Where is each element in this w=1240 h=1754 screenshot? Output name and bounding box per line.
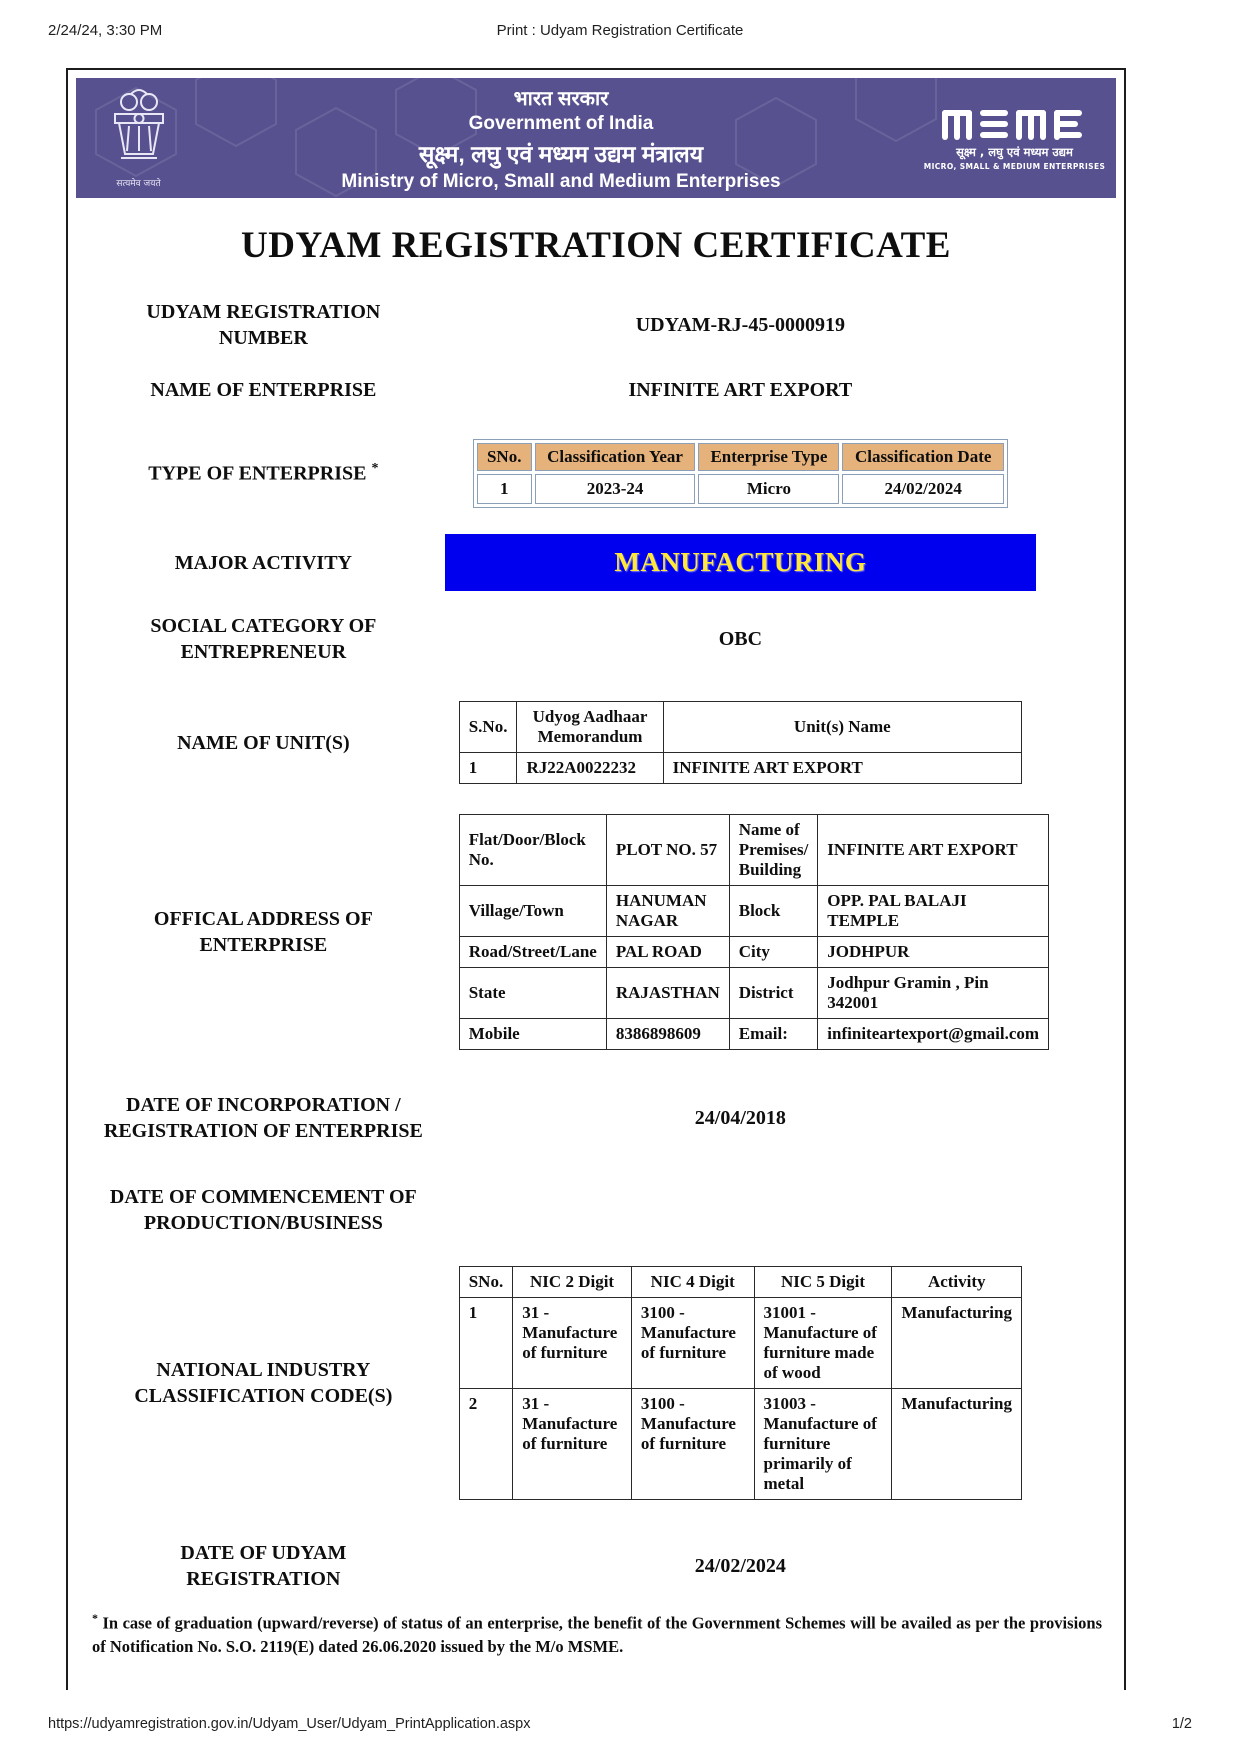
address-row-road: Road/Street/Lane PAL ROAD City JODHPUR bbox=[459, 937, 1048, 968]
govt-of-india-hindi: भारत सरकार bbox=[513, 87, 609, 110]
commencement-date-label: DATE OF COMMENCEMENT OF PRODUCTION/BUSINESS bbox=[109, 1186, 417, 1234]
incorporation-date-value: 24/04/2018 bbox=[694, 1106, 786, 1129]
nic-codes-row bbox=[68, 1266, 1124, 1500]
ashoka-emblem-icon bbox=[107, 88, 171, 174]
units-col-sno: S.No. bbox=[459, 702, 517, 753]
nic-codes-label: NATIONAL INDUSTRY CLASSIFICATION CODE(S) bbox=[134, 1359, 393, 1407]
official-address-label: OFFICAL ADDRESS OF ENTERPRISE bbox=[153, 908, 373, 956]
msme-tagline-english: MICRO, SMALL & MEDIUM ENTERPRISES bbox=[923, 161, 1106, 171]
major-activity-value: MANUFACTURING bbox=[614, 547, 867, 577]
commencement-date-row bbox=[68, 1184, 1124, 1236]
units-cell-name: INFINITE ART EXPORT bbox=[663, 753, 1021, 784]
address-row-mobile: Mobile 8386898609 Email: infiniteartexport@gmail.com bbox=[459, 1019, 1048, 1050]
incorporation-date-row bbox=[68, 1092, 1124, 1144]
type-of-enterprise-table-wrap bbox=[459, 439, 1124, 508]
major-activity-label: MAJOR ACTIVITY bbox=[174, 551, 352, 574]
certificate-sheet bbox=[66, 68, 1126, 1690]
print-header-spacer bbox=[906, 22, 1192, 39]
official-address-table bbox=[459, 814, 1049, 1050]
major-activity-banner bbox=[445, 534, 1036, 591]
social-category-row bbox=[68, 613, 1124, 665]
msme-logo-icon bbox=[940, 106, 1090, 142]
address-row-village: Village/Town HANUMAN NAGAR Block OPP. PAL BALAJI TEMPLE bbox=[459, 886, 1048, 937]
enterprise-name-row bbox=[68, 377, 1124, 403]
cell-classification-date: 24/02/2024 bbox=[842, 474, 1003, 504]
ministry-english: Ministry of Micro, Small and Medium Enterprises bbox=[341, 170, 781, 192]
units-data-row bbox=[459, 753, 1021, 784]
udyam-registration-date-label: DATE OF UDYAM REGISTRATION bbox=[180, 1542, 347, 1590]
msme-tagline-hindi: सूक्ष्म , लघु एवं मध्यम उद्यम bbox=[956, 144, 1073, 159]
address-row-state: State RAJASTHAN District Jodhpur Gramin , Pin 342001 bbox=[459, 968, 1048, 1019]
type-label-asterisk: * bbox=[371, 461, 379, 477]
nic-data-row-2: 2 31 - Manufacture of furniture 3100 - Manufacture of furniture 31003 - Manufacture of furniture primarily of metal Manufacturing bbox=[459, 1389, 1021, 1500]
type-of-enterprise-row bbox=[68, 439, 1124, 508]
print-timestamp: 2/24/24, 3:30 PM bbox=[48, 22, 163, 39]
print-header bbox=[48, 22, 1192, 39]
col-sno: SNo. bbox=[477, 443, 532, 471]
national-emblem bbox=[76, 78, 201, 198]
graduation-footnote bbox=[68, 1610, 1124, 1659]
col-enterprise-type: Enterprise Type bbox=[698, 443, 839, 471]
incorporation-date-label: DATE OF INCORPORATION / REGISTRATION OF ENTERPRISE bbox=[103, 1094, 423, 1142]
govt-of-india-english: Government of India bbox=[468, 112, 654, 134]
units-table-wrap bbox=[459, 701, 1124, 784]
units-col-name: Unit(s) Name bbox=[663, 702, 1021, 753]
address-row-flat: Flat/Door/Block No. PLOT NO. 57 Name of Premises/ Building INFINITE ART EXPORT bbox=[459, 815, 1048, 886]
official-address-table-wrap bbox=[459, 814, 1151, 1050]
units-header-row bbox=[459, 702, 1021, 753]
registration-number-row bbox=[68, 299, 1124, 351]
certificate-title: UDYAM REGISTRATION CERTIFICATE bbox=[241, 225, 951, 266]
msme-logo bbox=[921, 78, 1116, 198]
registration-number-value: UDYAM-RJ-45-0000919 bbox=[635, 313, 845, 336]
units-row bbox=[68, 701, 1124, 784]
page-indicator: 1/2 bbox=[1171, 1716, 1192, 1732]
major-activity-row bbox=[68, 534, 1124, 591]
cell-classification-year: 2023-24 bbox=[535, 474, 696, 504]
col-classification-date: Classification Date bbox=[842, 443, 1003, 471]
col-classification-year: Classification Year bbox=[535, 443, 696, 471]
official-address-row bbox=[68, 814, 1124, 1050]
print-footer bbox=[48, 1716, 1192, 1732]
udyam-registration-date-value: 24/02/2024 bbox=[694, 1554, 786, 1577]
units-label: NAME OF UNIT(S) bbox=[177, 731, 350, 754]
social-category-label: SOCIAL CATEGORY OF ENTREPRENEUR bbox=[150, 615, 377, 663]
classification-data-row bbox=[477, 474, 1004, 504]
nic-data-row-1: 1 31 - Manufacture of furniture 3100 - Manufacture of furniture 31001 - Manufacture of furniture made of wood Manufacturing bbox=[459, 1298, 1021, 1389]
ministry-header-band bbox=[76, 78, 1116, 198]
enterprise-name-value: INFINITE ART EXPORT bbox=[628, 378, 853, 401]
print-title: Print : Udyam Registration Certificate bbox=[496, 22, 744, 39]
social-category-value: OBC bbox=[718, 627, 763, 650]
ministry-titles bbox=[201, 78, 921, 198]
units-cell-sno: 1 bbox=[459, 753, 517, 784]
classification-table bbox=[473, 439, 1008, 508]
ministry-hindi: सूक्ष्म, लघु एवं मध्यम उद्यम मंत्रालय bbox=[418, 140, 704, 167]
units-col-uam: Udyog Aadhaar Memorandum bbox=[517, 702, 663, 753]
classification-header-row bbox=[477, 443, 1004, 471]
footnote-text: In case of graduation (upward/reverse) of status of an enterprise, the benefit of the Government Schemes will be availed as per the provisions of Notification No. S.O. 2119(E) dated 26.06.2020 issued by the M/o MSME. bbox=[92, 1613, 1102, 1657]
nic-header-row: SNo. NIC 2 Digit NIC 4 Digit NIC 5 Digit Activity bbox=[459, 1267, 1021, 1298]
type-of-enterprise-label: TYPE OF ENTERPRISE * bbox=[148, 461, 379, 485]
udyam-registration-date-row bbox=[68, 1540, 1124, 1592]
units-table bbox=[459, 701, 1022, 784]
registration-number-label: UDYAM REGISTRATION NUMBER bbox=[146, 301, 381, 349]
footnote-marker: * bbox=[92, 1611, 98, 1625]
print-url: https://udyamregistration.gov.in/Udyam_User/Udyam_PrintApplication.aspx bbox=[48, 1716, 531, 1732]
units-cell-uam: RJ22A0022232 bbox=[517, 753, 663, 784]
nic-table bbox=[459, 1266, 1022, 1500]
emblem-caption: सत्यमेव जयते bbox=[116, 178, 161, 189]
cell-enterprise-type: Micro bbox=[698, 474, 839, 504]
nic-table-wrap bbox=[459, 1266, 1124, 1500]
enterprise-name-label: NAME OF ENTERPRISE bbox=[150, 379, 377, 401]
major-activity-banner-wrap bbox=[459, 534, 1124, 591]
cell-sno: 1 bbox=[477, 474, 532, 504]
